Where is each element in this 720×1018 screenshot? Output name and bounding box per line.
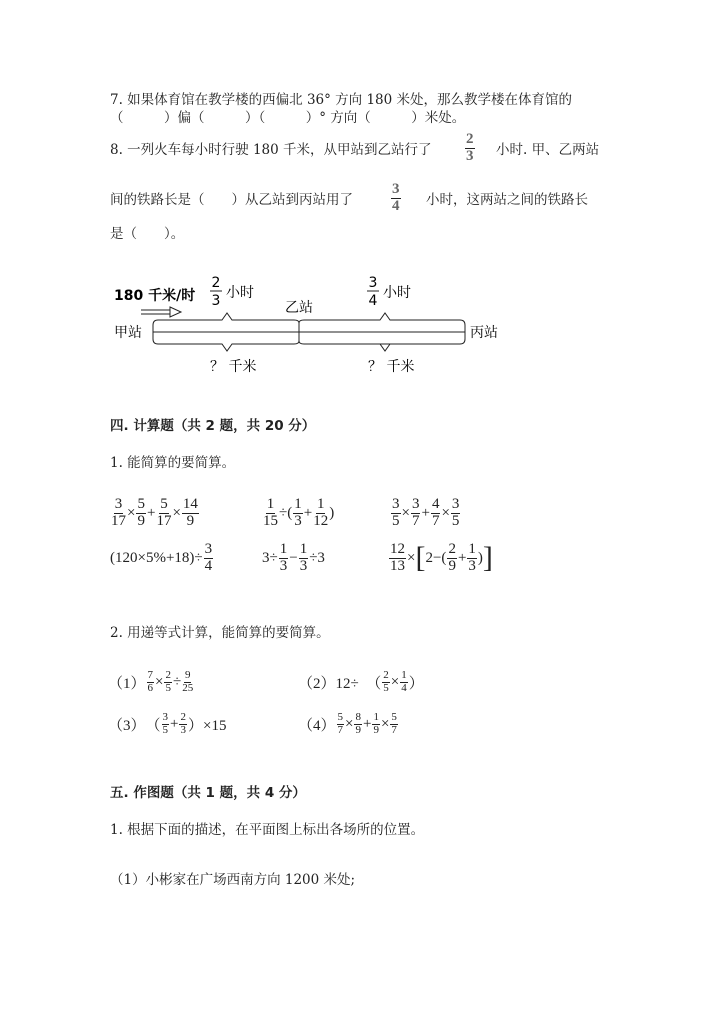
numerator: 3 [451, 496, 460, 512]
denominator: 3 [279, 557, 288, 574]
fraction [299, 542, 309, 575]
numerator: 1 [294, 496, 302, 512]
fraction [263, 497, 278, 530]
denominator: 4 [392, 197, 400, 214]
operator: + [457, 549, 467, 566]
fraction [400, 670, 408, 694]
t1-unit: 小时 [226, 285, 254, 301]
numerator: 3 [411, 496, 420, 512]
fraction [411, 497, 421, 530]
section5-item1: （1）小彬家在广场西南方向 1200 米处; [110, 872, 356, 888]
operator: + [303, 504, 313, 521]
numerator: 14 [182, 496, 198, 512]
t2-numerator: 3 [368, 275, 378, 291]
denominator: 7 [391, 723, 397, 736]
fraction [451, 497, 461, 530]
operator: × [407, 549, 416, 566]
denominator: 5 [383, 681, 389, 694]
t2-denominator: 4 [368, 293, 378, 309]
distance-1-label: ？ 千米 [210, 359, 257, 375]
operator: （1） [108, 675, 146, 692]
operator: + [170, 715, 179, 732]
numerator: 3 [392, 181, 400, 197]
t2-unit: 小时 [383, 285, 411, 301]
numerator: 2 [448, 541, 456, 557]
expression-2 [262, 497, 334, 530]
operator: （4） [298, 717, 336, 734]
numerator: 12 [390, 541, 405, 557]
speed-label: 180 千米/时 [114, 288, 196, 304]
numerator: 3 [392, 496, 400, 512]
fraction [390, 712, 398, 736]
fraction [447, 542, 457, 575]
denominator: 9 [448, 557, 456, 574]
numerator: 1 [266, 496, 275, 512]
expression-1 [110, 497, 200, 530]
fraction [182, 670, 193, 694]
numerator: 9 [184, 669, 191, 681]
q8-line1b: 小时. 甲、乙两站 [496, 142, 600, 158]
fraction [391, 497, 401, 530]
denominator: 9 [186, 512, 195, 529]
fraction [204, 542, 214, 575]
bracket: [ [415, 541, 426, 575]
numerator: 1 [279, 541, 288, 557]
denominator: 4 [204, 557, 213, 574]
denominator: 3 [468, 557, 476, 574]
denominator: 3 [294, 512, 302, 529]
operator: × [401, 504, 410, 521]
operator: 3÷ [262, 549, 278, 566]
fraction [382, 670, 390, 694]
denominator: 3 [299, 557, 308, 574]
fraction [179, 712, 187, 736]
section4-title: 四. 计算题（共 2 题，共 20 分） [110, 418, 316, 434]
fraction [389, 542, 406, 575]
fraction [279, 542, 289, 575]
operator: ）×15 [187, 717, 227, 734]
operator: + [146, 504, 156, 521]
expression-4 [110, 542, 214, 575]
fraction [372, 712, 380, 736]
station-b-label: 乙站 [285, 300, 313, 316]
numerator: 1 [468, 541, 476, 557]
q8-line3: 是（ ）。 [110, 226, 185, 242]
fraction [162, 712, 170, 736]
operator: ） [408, 675, 424, 692]
fraction [164, 670, 172, 694]
q8-line2a: 间的铁路长是（ ）从乙站到丙站用了 [110, 192, 353, 208]
q7-line2: （ ）偏（ ）（ ）° 方向（ ）米处。 [110, 110, 466, 126]
operator: × [441, 504, 450, 521]
expression-calc-3 [108, 712, 226, 736]
denominator: 5 [392, 512, 400, 529]
numerator: 2 [383, 669, 389, 681]
operator: − [289, 549, 298, 566]
operator: × [155, 673, 164, 690]
fraction [293, 497, 303, 530]
distance-2-label: ？ 千米 [368, 359, 415, 375]
numerator: 1 [373, 711, 379, 723]
expression-calc-1 [108, 670, 194, 694]
denominator: 13 [390, 557, 405, 574]
denominator: 9 [373, 723, 379, 736]
numerator: 5 [391, 711, 397, 723]
fraction [354, 712, 362, 736]
expression-calc-2 [298, 670, 424, 694]
expression-3 [390, 497, 461, 530]
section4-p1: 1. 能简算的要简算。 [110, 455, 236, 471]
fraction [467, 542, 477, 575]
station-c-label: 丙站 [470, 325, 498, 341]
operator: ÷( [279, 504, 293, 521]
operator: + [421, 504, 430, 521]
fraction [156, 497, 171, 530]
denominator: 9 [355, 723, 361, 736]
q8-fraction-1 [464, 132, 476, 165]
denominator: 9 [137, 512, 145, 529]
operator: （3） （ [108, 717, 161, 734]
q8-line2b: 小时，这两站之间的铁路长 [426, 192, 588, 208]
operator: × [345, 715, 354, 732]
fraction [337, 712, 345, 736]
numerator: 5 [337, 711, 344, 723]
station-a-label: 甲站 [114, 325, 142, 341]
q8-fraction-2 [390, 182, 402, 215]
denominator: 3 [180, 723, 186, 736]
denominator: 17 [111, 512, 126, 529]
expression-5 [262, 542, 325, 575]
denominator: 3 [466, 147, 474, 164]
denominator: 7 [411, 512, 420, 529]
operator: ÷3 [309, 549, 325, 566]
denominator: 7 [337, 723, 344, 736]
operator: （2）12÷ （ [298, 675, 382, 692]
section4-p2: 2. 用递等式计算，能简算的要简算。 [110, 625, 330, 641]
q7-line1: 7. 如果体育馆在教学楼的西偏北 36° 方向 180 米处，那么教学楼在体育馆的 [110, 92, 573, 108]
fraction [431, 497, 441, 530]
numerator: 2 [165, 669, 171, 681]
denominator: 7 [431, 512, 440, 529]
t1-numerator: 2 [211, 275, 221, 291]
operator: × [127, 504, 136, 521]
numerator: 1 [316, 496, 325, 512]
expression-6 [388, 542, 493, 575]
numerator: 4 [431, 496, 440, 512]
operator: × [390, 673, 400, 690]
numerator: 8 [355, 711, 361, 723]
arrow-icon [141, 307, 181, 317]
numerator: 1 [401, 669, 407, 681]
fraction [111, 497, 126, 530]
q8-line1a: 8. 一列火车每小时行驶 180 千米，从甲站到乙站行了 [110, 142, 432, 158]
operator: ÷ [172, 673, 182, 690]
numerator: 5 [160, 496, 168, 512]
fraction [182, 497, 199, 530]
operator: (120×5%+18)÷ [110, 549, 203, 566]
operator: 2−( [425, 549, 447, 566]
denominator: 5 [165, 681, 171, 694]
fraction [313, 497, 328, 530]
numerator: 7 [147, 669, 154, 681]
denominator: 12 [313, 512, 329, 529]
numerator: 3 [162, 711, 169, 723]
numerator: 3 [114, 496, 123, 512]
operator: × [172, 504, 181, 521]
expression-calc-4 [298, 712, 399, 736]
section5-title: 五. 作图题（共 1 题，共 4 分） [110, 785, 306, 801]
t1-denominator: 3 [211, 293, 221, 309]
operator: + [362, 715, 372, 732]
fraction [136, 497, 146, 530]
denominator: 4 [401, 681, 407, 694]
operator: ) [329, 504, 335, 521]
denominator: 15 [263, 512, 278, 529]
fraction [147, 670, 155, 694]
denominator: 25 [182, 681, 194, 694]
operator: ) [477, 549, 483, 566]
numerator: 2 [180, 711, 186, 723]
denominator: 5 [162, 723, 169, 736]
numerator: 3 [204, 541, 213, 557]
numerator: 2 [466, 131, 474, 147]
denominator: 6 [147, 681, 154, 694]
train-diagram [100, 265, 520, 385]
section5-p1: 1. 根据下面的描述，在平面图上标出各场所的位置。 [110, 822, 425, 838]
operator: × [380, 715, 390, 732]
bracket: ] [482, 541, 493, 575]
numerator: 5 [137, 496, 145, 512]
denominator: 17 [156, 512, 172, 529]
denominator: 5 [451, 512, 460, 529]
numerator: 1 [299, 541, 308, 557]
